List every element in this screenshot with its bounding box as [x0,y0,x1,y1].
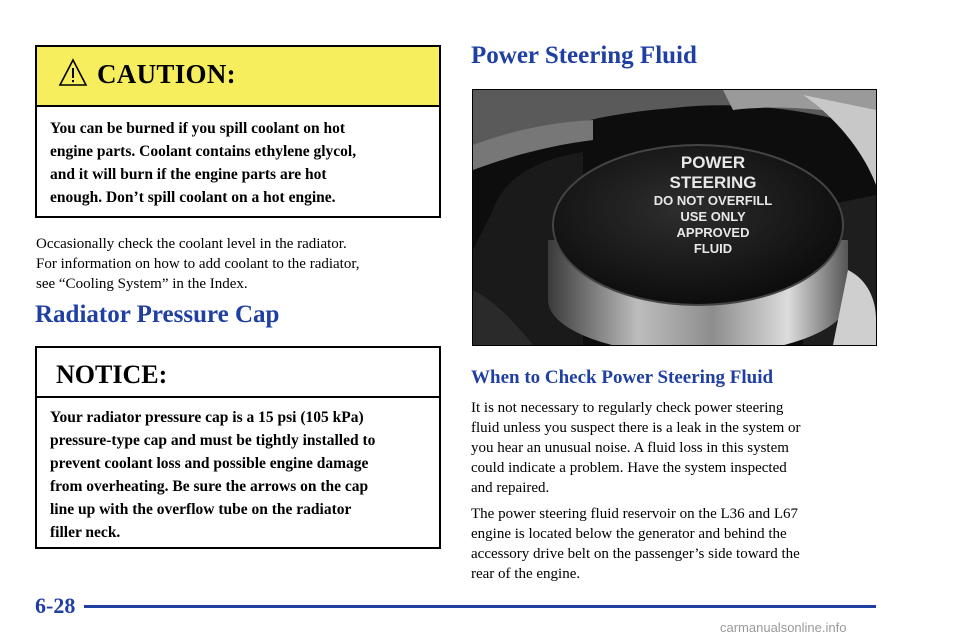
paragraph-line: see “Cooling System” in the Index. [36,276,248,292]
paragraph-line: rear of the engine. [471,566,581,582]
radiator-pressure-cap-heading: Radiator Pressure Cap [35,301,280,328]
cap-photo-illustration [473,90,876,345]
notice-line: prevent coolant loss and possible engine damage [50,455,369,472]
power-steering-fluid-heading: Power Steering Fluid [471,42,697,69]
coolant-paragraph [36,234,436,294]
caution-line: engine parts. Coolant contains ethylene glycol, [50,143,357,160]
notice-line: from overheating. Be sure the arrows on the cap [50,478,369,495]
cap-text-line: USE ONLY [680,209,746,224]
cap-text-line: STEERING [669,173,757,192]
caution-line: enough. Don’t spill coolant on a hot engine. [50,189,336,206]
paragraph-line: Occasionally check the coolant level in the radiator. [36,236,347,252]
notice-line: pressure-type cap and must be tightly installed to [50,432,376,449]
cap-text-line: DO NOT OVERFILL [653,193,773,208]
caution-header [37,47,439,107]
paragraph-line: For information on how to add coolant to the radiator, [36,256,360,272]
caution-line: You can be burned if you spill coolant on hot [50,120,345,137]
paragraph-line: accessory drive belt on the passenger’s side toward the [471,546,800,562]
cap-text-line: FLUID [693,241,733,256]
notice-title: NOTICE: [56,360,168,389]
cap-text-line: POWER [680,153,746,172]
caution-text [50,117,422,209]
paragraph-line: fluid unless you suspect there is a leak in the system or [471,420,801,436]
paragraph-line: could indicate a problem. Have the system inspected [471,460,787,476]
notice-line: filler neck. [50,524,121,541]
paragraph-line: The power steering fluid reservoir on the L36 and L67 [471,506,798,522]
reservoir-location-paragraph [471,504,871,584]
caution-line: and it will burn if the engine parts are hot [50,166,327,183]
check-fluid-paragraph [471,398,871,498]
caution-box [35,45,441,218]
power-steering-cap-photo [472,89,877,346]
cap-text-line: APPROVED [676,225,750,240]
notice-box [35,346,441,549]
watermark-text: carmanualsonline.info [720,620,847,635]
page-number: 6-28 [35,593,76,618]
notice-line: Your radiator pressure cap is a 15 psi (105 kPa) [50,409,364,426]
notice-header [37,348,439,398]
paragraph-line: you hear an unusual noise. A fluid loss in this system [471,440,789,456]
notice-text [50,406,430,544]
when-to-check-heading: When to Check Power Steering Fluid [471,367,774,388]
paragraph-line: and repaired. [471,480,550,496]
warning-triangle-icon [58,58,88,88]
caution-title: CAUTION: [97,59,236,89]
paragraph-line: It is not necessary to regularly check power steering [471,400,784,416]
paragraph-line: engine is located below the generator and behind the [471,526,787,542]
footer-rule [84,605,876,608]
notice-line: line up with the overflow tube on the radiator [50,501,352,518]
